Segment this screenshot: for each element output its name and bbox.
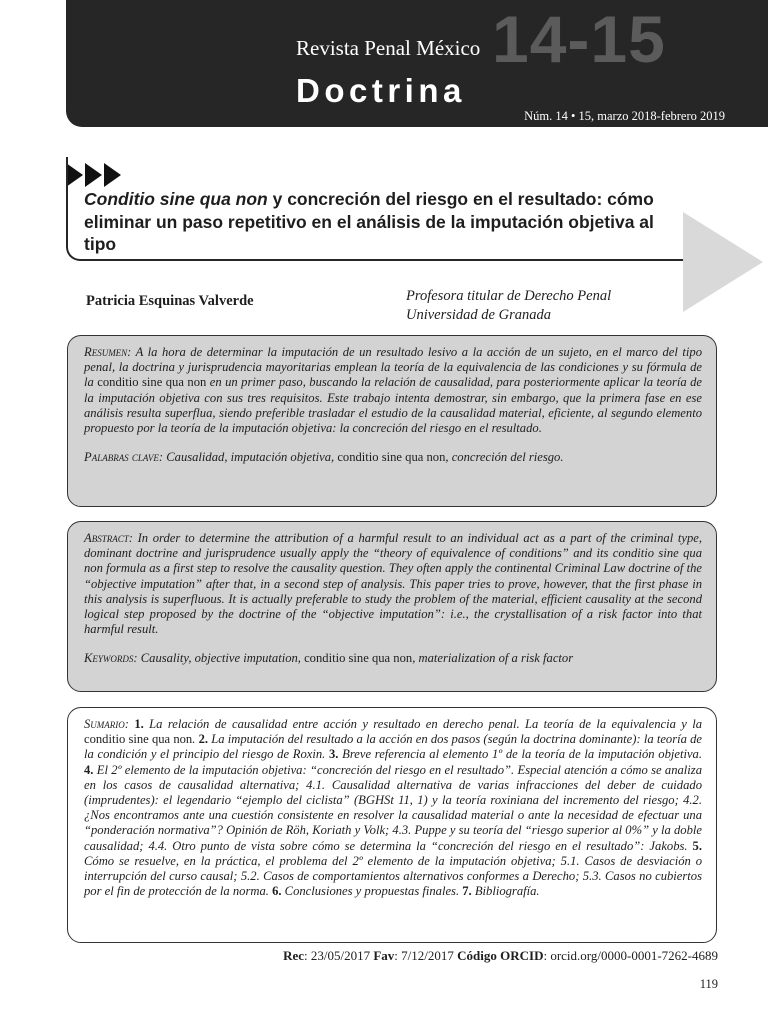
affiliation-line-2: Universidad de Granada bbox=[406, 307, 551, 323]
sumario-box bbox=[67, 707, 717, 943]
kw-a: Causalidad, imputación objetiva, bbox=[163, 450, 338, 465]
author-name: Patricia Esquinas Valverde bbox=[86, 293, 254, 309]
fav-label: Fav bbox=[373, 948, 395, 963]
resumen-text-b: en un primer paso, buscando la relación de causalidad, para posteriormente aplicar la teoría de la imputación objetiva con sus tres requisitos. Este trabajo intenta demostrar, sin embargo, que la primera fase en ese análisis resulta superflua, siendo preferible trasladar el estudio de la causalidad material, eficiente, al segundo elemento propuesto por la teoría de la imputación objetiva: la concreción del riesgo en el resultado. bbox=[84, 375, 702, 436]
resumen-upright: conditio sine qua non bbox=[97, 375, 207, 390]
abstract-body: In order to determine the attribution of a harmful result to an individual act as a part of the criminal type, dominant doctrine and jurisprudence usually apply the “theory of equivalence of conditions” and its conditio sine qua non formula as a first step to resolve the causality question. They often apply the continental Criminal Law doctrine of the “objective imputation” after that, in a second step of analysis. This paper tries to prove, however, that the first phase in this analysis is superfluous. It is actually preferable to study the problem of the material, efficient causality at the second logical step proposed by the doctrine of the “objective imputation”: i.e., the crystallisation of a risk factor into that harmful result. bbox=[84, 531, 702, 637]
orcid-value: : orcid.org/0000-0001-7262-4689 bbox=[543, 948, 718, 963]
journal-title: Revista Penal México bbox=[296, 36, 481, 60]
affiliation-line-1: Profesora titular de Derecho Penal bbox=[406, 288, 612, 304]
journal-header bbox=[66, 0, 768, 127]
sumario-t1a: La relación de causalidad entre acción y resultado en derecho penal. La teoría de la equivalencia y la bbox=[143, 717, 703, 731]
rec-value: : 23/05/2017 bbox=[304, 948, 374, 963]
kw-upright: conditio sine qua non bbox=[337, 450, 446, 465]
sumario-n7: 7. bbox=[462, 884, 472, 899]
sumario-t4: El 2º elemento de la imputación objetiva: “concreción del riesgo en el resultado”. Especial atención a cómo se analiza en los casos de causalidad alternativa; 4.1. Causalidad alternativa de varias infracciones del deber de cuidado (imprudentes): el legendario “ejemplo del ciclista” (BGHSt 11, 1) y la teoría roxiniana del incremento del riesgo; 4.2. ¿Nos encontramos ante una cuestión consistente en resolver la causalidad material o ante la necesidad de efectuar una “ponderación normativa”? Opinión de Röh, Koriath y Volk; 4.3. Puppe y su teoría del “riesgo superior al 0%” y la doble causalidad; 4.4. Otro punto de vista sobre cómo se determina la “concreción del riesgo en el resultado”: Jakobs. bbox=[84, 762, 702, 853]
title-rest: y concreción del riesgo en el resultado: cómo eliminar un paso repetitivo en el análisis de la imputación objetiva al tipo bbox=[84, 189, 654, 254]
article-title bbox=[84, 188, 684, 256]
keywords bbox=[84, 651, 702, 666]
fav-value: : 7/12/2017 bbox=[394, 948, 458, 963]
sumario-n3: 3. bbox=[329, 747, 339, 762]
dates-orcid-line bbox=[283, 948, 718, 964]
sumario-t6: Conclusiones y propuestas finales. bbox=[281, 884, 463, 899]
section-title: Doctrina bbox=[296, 72, 466, 109]
keywords-upright: conditio sine qua non bbox=[304, 651, 413, 666]
sumario-t5: Cómo se resuelve, en la práctica, el problema del 2º elemento de la imputación objetiva; 5.1. Casos de desviación o interrupción del curso causal; 5.2. Casos de comportamientos alternativos conformes a Derecho; 5.3. Casos no cubiertos por el fin de protección de la norma. bbox=[84, 853, 702, 899]
big-arrow-icon bbox=[683, 212, 768, 312]
sumario-label: Sumario: bbox=[84, 717, 129, 731]
palabras-clave-label: Palabras clave: bbox=[84, 450, 164, 465]
author-affiliation bbox=[406, 287, 611, 325]
sumario-t7: Bibliografía. bbox=[471, 884, 540, 899]
sumario-n4: 4. bbox=[84, 762, 94, 777]
sumario-t1b: . bbox=[192, 732, 199, 747]
resumen-box bbox=[67, 335, 717, 507]
palabras-clave bbox=[84, 450, 702, 465]
sumario-t2: La imputación del resultado a la acción en dos pasos (según la doctrina dominante): la teoría de la condición y el principio del riesgo de Roxin. bbox=[84, 732, 702, 762]
sumario-n6: 6. bbox=[272, 884, 282, 899]
rec-label: Rec bbox=[283, 948, 304, 963]
sumario-n2: 2. bbox=[198, 732, 209, 747]
resumen-text bbox=[84, 345, 702, 436]
issue-line: Núm. 14 • 15, marzo 2018-febrero 2019 bbox=[524, 109, 725, 123]
resumen-text-a: A la hora de determinar la imputación de un resultado lesivo a la acción de un sujeto, en el marco del tipo penal, la doctrina y jurisprudencia mayoritarias emplean la teoría de la equivalencia de las condiciones y su fórmula de la bbox=[84, 345, 702, 390]
title-italic: Conditio sine qua non bbox=[84, 189, 268, 209]
resumen-label: Resumen: bbox=[84, 345, 132, 359]
sumario-n1: 1. bbox=[128, 717, 144, 731]
sumario-text bbox=[84, 717, 702, 899]
keywords-a: Causality, objective imputation, bbox=[137, 651, 305, 666]
kw-b: , concreción del riesgo. bbox=[445, 450, 564, 465]
abstract-box bbox=[67, 521, 717, 692]
page-number: 119 bbox=[699, 977, 718, 991]
orcid-label: Código ORCID bbox=[457, 948, 544, 963]
sumario-t1u: conditio sine qua non bbox=[84, 732, 193, 747]
keywords-b: , materialization of a risk factor bbox=[412, 651, 574, 666]
abstract-label: Abstract: bbox=[84, 531, 133, 545]
keywords-label: Keywords: bbox=[84, 651, 138, 666]
sumario-t3: Breve referencia al elemento 1º de la teoría de la imputación objetiva. bbox=[338, 747, 702, 762]
issue-big-number: 14-15 bbox=[492, 2, 666, 76]
abstract-text bbox=[84, 531, 702, 637]
sumario-n5: 5. bbox=[692, 838, 702, 853]
